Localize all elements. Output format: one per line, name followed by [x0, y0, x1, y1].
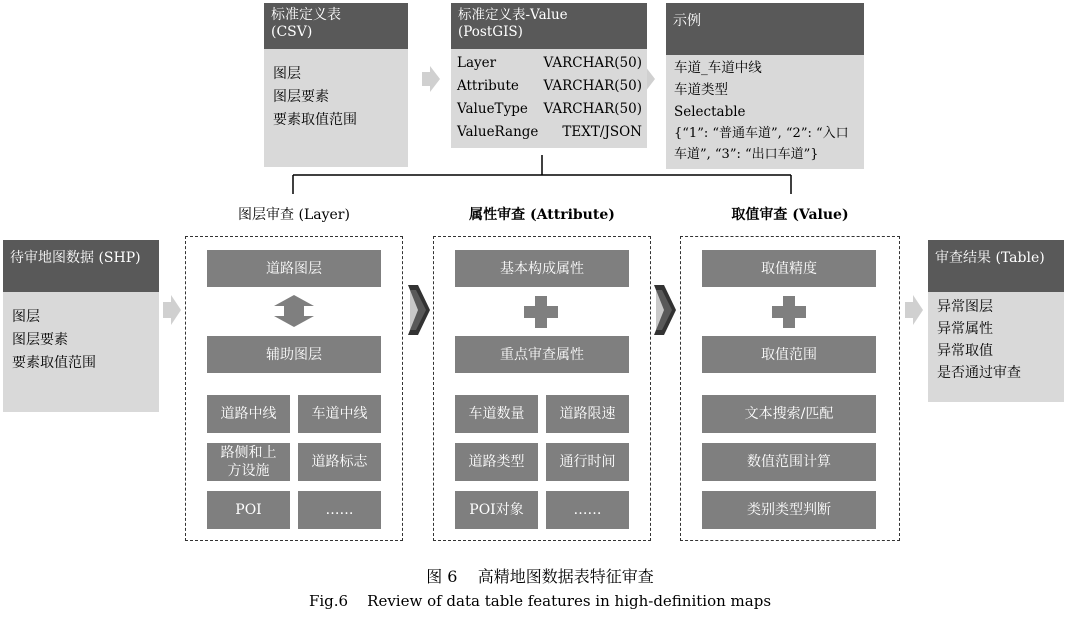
- list-item: 要素取值范围: [273, 112, 357, 128]
- grid-item: POI: [207, 491, 290, 529]
- field-type: VARCHAR(50): [543, 78, 642, 94]
- output-card-items: [928, 292, 1064, 402]
- list-item: Selectable: [674, 104, 746, 120]
- field-name: Attribute: [457, 78, 519, 94]
- value-review-title: 取值审查 (Value): [731, 207, 849, 223]
- field-type: VARCHAR(50): [543, 55, 642, 71]
- layer-review-title: 图层审查 (Layer): [238, 207, 350, 223]
- road-layer-box: 道路图层: [207, 250, 381, 287]
- grid-item: 道路中线: [207, 395, 290, 433]
- review-result-card: [928, 240, 1064, 402]
- grid-item: POI对象: [455, 491, 538, 529]
- postgis-card-rows: [451, 49, 647, 148]
- list-item: {“1”: “普通车道”, “2”: “入口车道”, “3”: “出口车道”}: [674, 126, 849, 162]
- list-item: 图层要素: [273, 89, 329, 105]
- csv-card-items: [264, 49, 408, 167]
- plus-icon: [524, 296, 558, 328]
- figure-caption-en: Fig.6 Review of data table features in high-definition maps: [308, 592, 772, 610]
- grid-item: 车道中线: [298, 395, 381, 433]
- output-card-title: 审查结果 (Table): [928, 240, 1064, 292]
- list-item: 图层要素: [12, 332, 68, 348]
- field-name: ValueRange: [457, 124, 539, 140]
- list-item: 车道_车道中线: [674, 60, 762, 76]
- grid-item: 道路类型: [455, 443, 538, 481]
- list-item: 异常取值: [937, 343, 993, 359]
- value-precision-box: 取值精度: [702, 250, 876, 287]
- value-range-box: 取值范围: [702, 336, 876, 373]
- attribute-review-title: 属性审查 (Attribute): [469, 207, 615, 223]
- method-item: 类别类型判断: [702, 491, 876, 529]
- right-arrow-icon: [422, 66, 440, 92]
- field-type: TEXT/JSON: [562, 124, 642, 140]
- method-item: 文本搜索/匹配: [702, 395, 876, 433]
- grid-item: 道路标志: [298, 443, 381, 481]
- postgis-definition-card: [451, 3, 647, 148]
- list-item: 是否通过审查: [937, 365, 1021, 381]
- chevron-right-icon: [408, 285, 430, 335]
- table-row: [457, 121, 642, 144]
- list-item: 图层: [273, 66, 301, 82]
- list-item: 异常属性: [937, 321, 993, 337]
- example-card-title: 示例: [666, 3, 864, 55]
- auxiliary-layer-box: 辅助图层: [207, 336, 381, 373]
- plus-icon: [772, 296, 806, 328]
- figure-caption-cn: 图 6 高精地图数据表特征审查: [426, 567, 654, 586]
- list-item: 图层: [12, 309, 40, 325]
- csv-card-title: 标准定义表 (CSV): [264, 3, 408, 49]
- grid-item: 车道数量: [455, 395, 538, 433]
- postgis-card-title: 标准定义表-Value (PostGIS): [451, 3, 647, 49]
- field-type: VARCHAR(50): [543, 101, 642, 117]
- grid-item: 道路限速: [546, 395, 629, 433]
- grid-item: 路侧和上方设施: [207, 443, 290, 481]
- grid-item: 通行时间: [546, 443, 629, 481]
- input-card-items: [3, 292, 159, 412]
- key-attribute-box: 重点审查属性: [455, 336, 629, 373]
- table-row: [457, 98, 642, 121]
- table-row: [457, 52, 642, 75]
- example-card: [666, 3, 864, 169]
- csv-definition-card: [264, 3, 408, 167]
- up-down-arrow-icon: [270, 294, 318, 328]
- chevron-right-icon: [654, 285, 676, 335]
- method-item: 数值范围计算: [702, 443, 876, 481]
- grid-item: ……: [546, 491, 629, 529]
- basic-attribute-box: 基本构成属性: [455, 250, 629, 287]
- table-row: [457, 75, 642, 98]
- list-item: 要素取值范围: [12, 355, 96, 371]
- input-map-data-card: [3, 240, 159, 412]
- list-item: 车道类型: [674, 82, 728, 98]
- list-item: 异常图层: [937, 299, 993, 315]
- grid-item: ……: [298, 491, 381, 529]
- field-name: ValueType: [457, 101, 528, 117]
- right-arrow-icon: [905, 295, 923, 325]
- right-arrow-icon: [163, 295, 181, 325]
- input-card-title: 待审地图数据 (SHP): [3, 240, 159, 292]
- example-card-items: [666, 55, 864, 169]
- field-name: Layer: [457, 55, 497, 71]
